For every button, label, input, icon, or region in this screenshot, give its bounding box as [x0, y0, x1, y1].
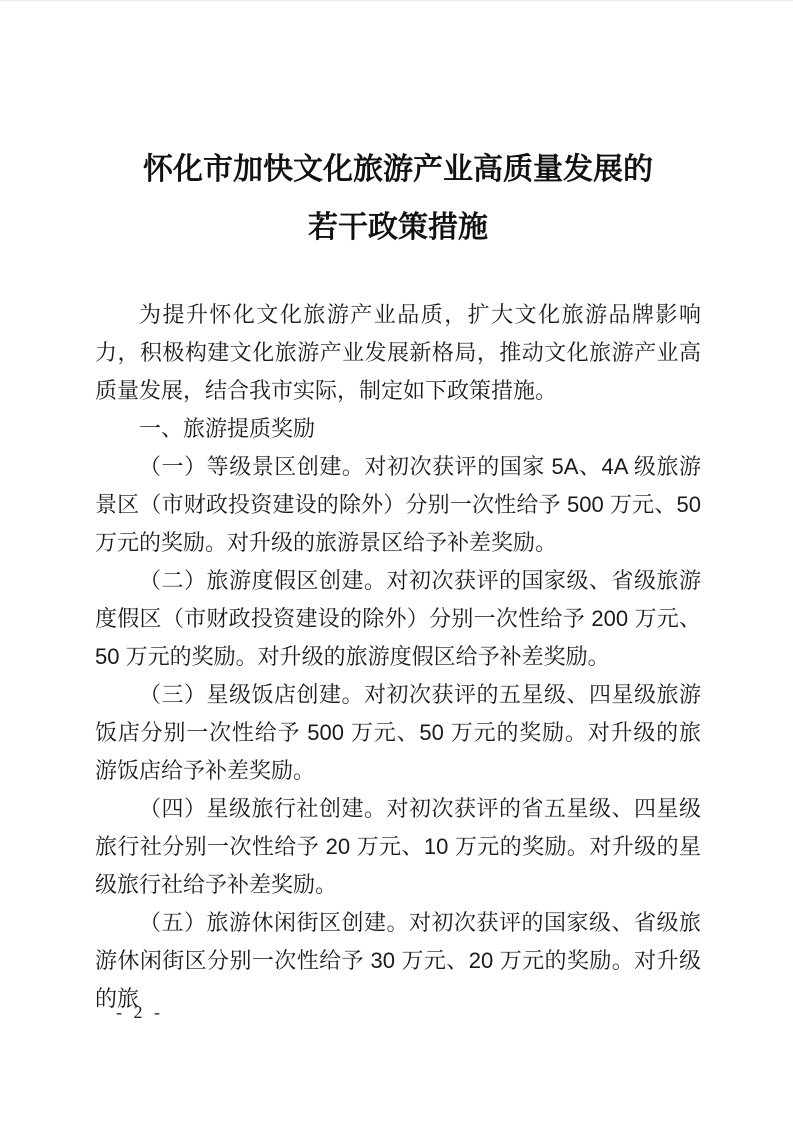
document-title: [95, 141, 701, 257]
policy-item-2: （二）旅游度假区创建。对初次获评的国家级、省级旅游度假区（市财政投资建设的除外）分别一次性给予 200 万元、50 万元的奖励。对升级的旅游度假区给予补差奖励。: [95, 568, 701, 669]
policy-item-3: （三）星级饭店创建。对初次获评的五星级、四星级旅游饭店分别一次性给予 500 万元、50 万元的奖励。对升级的旅游饭店给予补差奖励。: [95, 682, 701, 783]
document-title-line-1: 怀化市加快文化旅游产业高质量发展的: [143, 153, 653, 186]
policy-item-1: （一）等级景区创建。对初次获评的国家 5A、4A 级旅游景区（市财政投资建设的除外）分别一次性给予 500 万元、50 万元的奖励。对升级的旅游景区给予补差奖励。: [95, 454, 701, 555]
policy-item-4: （四）星级旅行社创建。对初次获评的省五星级、四星级旅行社分别一次性给予 20 万元、10 万元的奖励。对升级的星级旅行社给予补差奖励。: [95, 796, 701, 897]
document-content: [95, 1, 701, 1018]
section-one-heading: 一、旅游提质奖励: [139, 416, 316, 441]
document-title-line-2: 若干政策措施: [308, 211, 488, 244]
policy-item-5: （五）旅游休闲街区创建。对初次获评的国家级、省级旅游休闲街区分别一次性给予 30 万元、20 万元的奖励。对升级的旅: [95, 910, 701, 1011]
intro-paragraph: 为提升怀化文化旅游产业品质，扩大文化旅游品牌影响力，积极构建文化旅游产业发展新格局，推动文化旅游产业高质量发展，结合我市实际，制定如下政策措施。: [95, 302, 701, 403]
page-number: - 2 -: [116, 1002, 161, 1022]
document-body: [95, 296, 701, 1018]
